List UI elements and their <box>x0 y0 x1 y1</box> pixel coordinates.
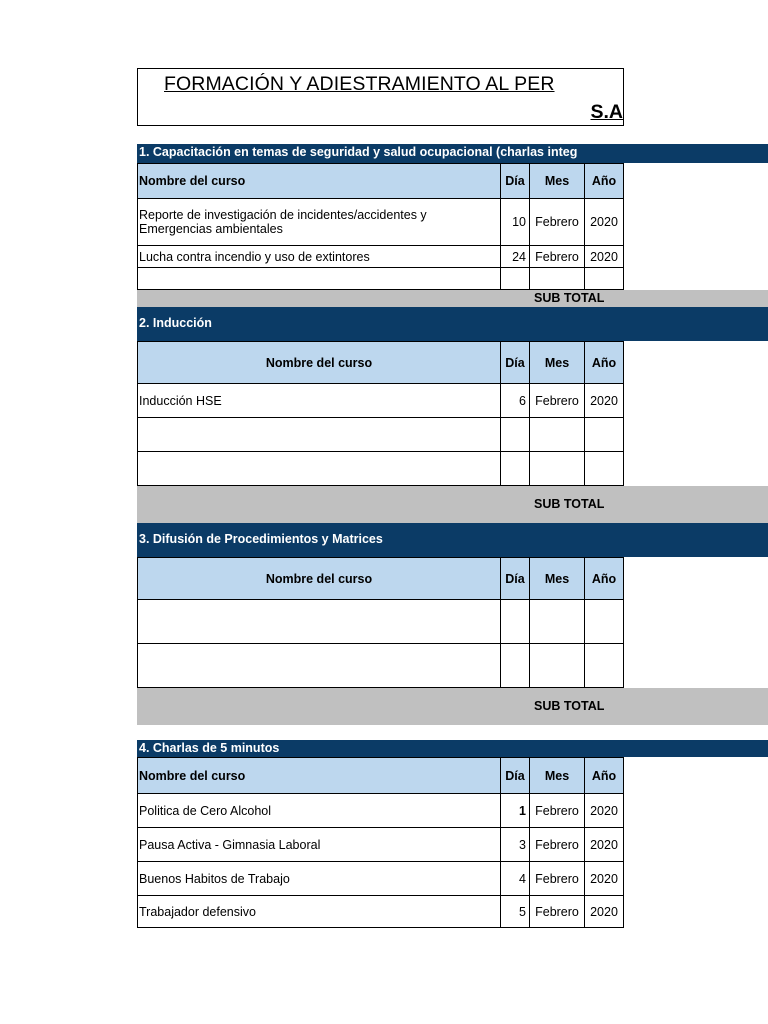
table-row-year: 2020 <box>584 245 624 268</box>
table-row-month: Febrero <box>529 895 585 928</box>
section-1-title: 1. Capacitación en temas de seguridad y salud ocupacional (charlas integ <box>139 145 578 159</box>
subtotal-label: SUB TOTAL <box>534 291 605 305</box>
table-row-course <box>137 599 501 644</box>
table-row-month: Febrero <box>529 198 585 246</box>
table-row-month <box>529 599 585 644</box>
document-title-box <box>137 68 624 126</box>
subtotal-band-3 <box>137 688 768 725</box>
col-header-year: Año <box>584 757 624 794</box>
table-row-month: Febrero <box>529 827 585 862</box>
table-row-day <box>500 451 530 486</box>
col-header-year: Año <box>584 163 624 199</box>
table-row-year: 2020 <box>584 895 624 928</box>
table-row-course: Reporte de investigación de incidentes/accidentes y Emergencias ambientales <box>137 198 501 246</box>
table-row-day <box>500 267 530 290</box>
table-row-course: Inducción HSE <box>137 383 501 418</box>
section-2-title: 2. Inducción <box>139 316 212 330</box>
col-header-course: Nombre del curso <box>137 341 501 384</box>
table-row-month: Febrero <box>529 245 585 268</box>
table-row-year <box>584 643 624 688</box>
table-row-year: 2020 <box>584 861 624 896</box>
table-row-day: 10 <box>500 198 530 246</box>
table-row-day <box>500 599 530 644</box>
col-header-day: Día <box>500 163 530 199</box>
table-row-course: Buenos Habitos de Trabajo <box>137 861 501 896</box>
table-row-month <box>529 643 585 688</box>
subtotal-band-2 <box>137 486 768 523</box>
table-row-course <box>137 451 501 486</box>
table-row-month: Febrero <box>529 383 585 418</box>
table-row-month: Febrero <box>529 861 585 896</box>
col-header-course: Nombre del curso <box>137 557 501 600</box>
col-header-course: Nombre del curso <box>137 163 501 199</box>
table-row-month: Febrero <box>529 793 585 828</box>
document-title-line2: S.A <box>590 101 623 123</box>
table-row-year <box>584 451 624 486</box>
subtotal-band-1 <box>137 290 768 307</box>
table-row-day: 3 <box>500 827 530 862</box>
table-row-day <box>500 417 530 452</box>
col-header-month: Mes <box>529 757 585 794</box>
col-header-year: Año <box>584 557 624 600</box>
table-row-year: 2020 <box>584 827 624 862</box>
col-header-month: Mes <box>529 163 585 199</box>
table-row-course <box>137 267 501 290</box>
table-row-day <box>500 643 530 688</box>
section-4-title: 4. Charlas de 5 minutos <box>139 741 280 755</box>
table-row-year: 2020 <box>584 198 624 246</box>
table-row-day: 5 <box>500 895 530 928</box>
table-row-month <box>529 267 585 290</box>
col-header-month: Mes <box>529 557 585 600</box>
table-row-day: 1 <box>500 793 530 828</box>
document-title-line1: FORMACIÓN Y ADIESTRAMIENTO AL PER <box>164 73 555 95</box>
table-row-day: 24 <box>500 245 530 268</box>
table-row-course: Pausa Activa - Gimnasia Laboral <box>137 827 501 862</box>
section-3-title: 3. Difusión de Procedimientos y Matrices <box>139 532 383 546</box>
table-row-month <box>529 451 585 486</box>
table-row-course: Lucha contra incendio y uso de extintores <box>137 245 501 268</box>
table-row-day: 6 <box>500 383 530 418</box>
table-row-course: Trabajador defensivo <box>137 895 501 928</box>
table-row-course <box>137 417 501 452</box>
table-row-month <box>529 417 585 452</box>
table-row-year: 2020 <box>584 793 624 828</box>
table-row-year <box>584 417 624 452</box>
col-header-day: Día <box>500 341 530 384</box>
subtotal-label: SUB TOTAL <box>534 699 605 713</box>
table-row-course <box>137 643 501 688</box>
col-header-month: Mes <box>529 341 585 384</box>
table-row-day: 4 <box>500 861 530 896</box>
col-header-course: Nombre del curso <box>137 757 501 794</box>
table-row-course: Politica de Cero Alcohol <box>137 793 501 828</box>
col-header-day: Día <box>500 757 530 794</box>
subtotal-label: SUB TOTAL <box>534 497 605 511</box>
col-header-year: Año <box>584 341 624 384</box>
table-row-year <box>584 599 624 644</box>
table-row-year: 2020 <box>584 383 624 418</box>
col-header-day: Día <box>500 557 530 600</box>
table-row-year <box>584 267 624 290</box>
